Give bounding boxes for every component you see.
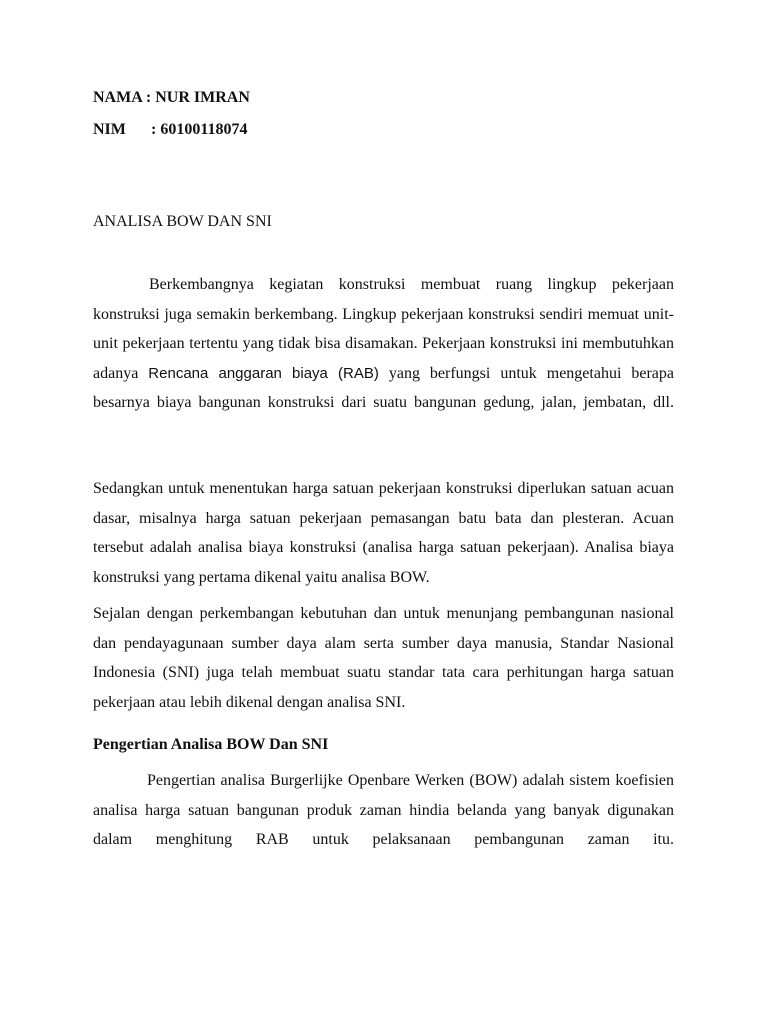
nim-label: NIM — [93, 121, 126, 138]
paragraph-bow-definition: Pengertian analisa Burgerlijke Openbare Werken (BOW) adalah sistem koefisien analisa harga satuan bangunan produk zaman hindia belanda yang banyak digunakan dalam menghitung RAB untuk pelaksanaan pembangunan zaman itu. — [93, 772, 674, 848]
paragraph-acuan: Sedangkan untuk menentukan harga satuan pekerjaan konstruksi diperlukan satuan acuan dasar, misalnya harga satuan pekerjaan pemasangan batu bata dan plesteran. Acuan tersebut adalah analisa biaya konstruksi (analisa harga satuan pekerjaan). Analisa biaya konstruksi yang pertama dikenal yaitu analisa BOW. — [93, 480, 674, 586]
paragraph-intro-text-a: Berkembangnya kegiatan konstruksi membuat ruang lingkup pekerjaan konstruksi juga semakin berkembang. Lingkup pekerjaan konstruksi sendiri memuat unit-unit pekerjaan tertentu yang tidak bisa disamakan. Pekerjaan konstruksi ini membutuhkan adanya — [93, 276, 674, 382]
rab-term: Rencana anggaran biaya (RAB) — [148, 364, 379, 382]
document-title: ANALISA BOW DAN SNI — [93, 213, 272, 230]
nim-value: : 60100118074 — [151, 121, 248, 138]
student-name: NAMA : NUR IMRAN — [93, 89, 250, 106]
paragraph-intro-text-b: yang berfungsi untuk mengetahui berapa besarnya biaya bangunan konstruksi dari suatu bangunan gedung, jalan, jembatan, dll. — [93, 364, 675, 411]
paragraph-sni: Sejalan dengan perkembangan kebutuhan dan untuk menunjang pembangunan nasional dan pendayagunaan sumber daya alam serta sumber daya manusia, Standar Nasional Indonesia (SNI) juga telah membuat suatu standar tata cara perhitungan harga satuan pekerjaan atau lebih dikenal dengan analisa SNI. — [93, 605, 674, 711]
section-heading: Pengertian Analisa BOW Dan SNI — [93, 736, 329, 753]
paragraph-intro — [93, 270, 674, 418]
student-nim — [93, 120, 247, 140]
